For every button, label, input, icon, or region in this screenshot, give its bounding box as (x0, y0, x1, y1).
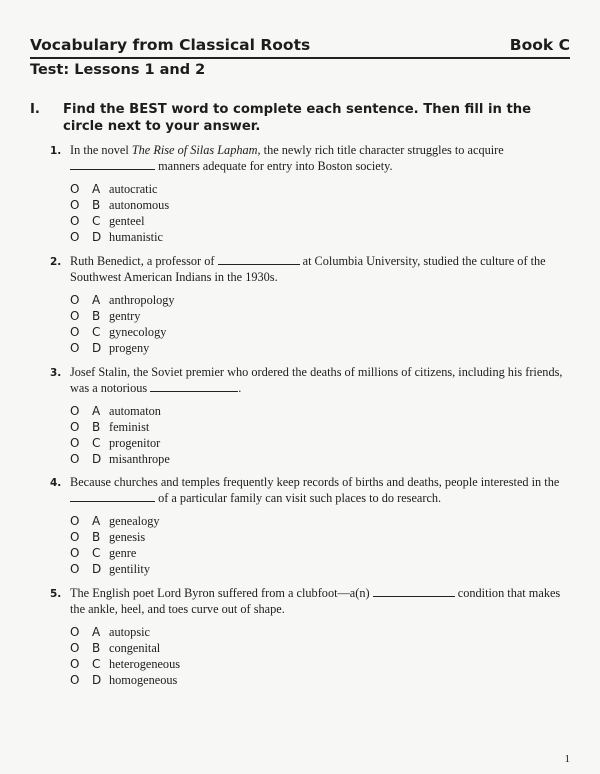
answer-circle-icon[interactable]: O (70, 293, 80, 307)
page-header (30, 36, 570, 54)
option-c[interactable]: O C heterogeneous (70, 657, 181, 671)
option-c[interactable]: O C progenitor (70, 436, 161, 450)
header-rule (30, 57, 570, 59)
option-a[interactable]: O A autopsic (70, 625, 150, 639)
option-a[interactable]: O A autocratic (70, 182, 158, 196)
answer-circle-icon[interactable]: O (70, 657, 80, 671)
answer-circle-icon[interactable]: O (70, 198, 80, 212)
page-number: 1 (564, 753, 570, 765)
question-text: The English poet Lord Byron suffered from a clubfoot—a(n) condition that makes the ankle, heel, and toes curve out of shape. (70, 586, 561, 616)
option-b[interactable]: O B genesis (70, 530, 146, 544)
book-series-title: Vocabulary from Classical Roots (30, 36, 311, 54)
answer-blank (70, 490, 155, 502)
answer-options (70, 403, 570, 467)
option-d[interactable]: O D progeny (70, 341, 150, 355)
question-number: 5. (50, 588, 62, 600)
answer-blank (70, 158, 155, 170)
option-a[interactable]: O A genealogy (70, 514, 160, 528)
option-d[interactable]: O D gentility (70, 562, 150, 576)
section-instruction-text: Find the BEST word to complete each sentence. Then fill in the circle next to your answer. (63, 102, 532, 134)
option-d[interactable]: O D humanistic (70, 230, 163, 244)
question-5 (50, 585, 570, 688)
answer-options (70, 624, 570, 688)
question-number: 1. (50, 145, 62, 157)
answer-circle-icon[interactable]: O (70, 514, 80, 528)
answer-circle-icon[interactable]: O (70, 341, 80, 355)
answer-options (70, 181, 570, 245)
question-text: Because churches and temples frequently keep records of births and deaths, people interested in the of a particular family can visit such places to do research. (70, 475, 560, 505)
book-label: Book C (509, 36, 570, 54)
option-a[interactable]: O A anthropology (70, 293, 175, 307)
question-text: Josef Stalin, the Soviet premier who ordered the deaths of millions of citizens, including his friends, was a notorious . (70, 365, 563, 395)
answer-circle-icon[interactable]: O (70, 325, 80, 339)
option-b[interactable]: O B feminist (70, 420, 150, 434)
novel-title: The Rise of Silas Lapham (131, 143, 258, 157)
answer-blank (373, 585, 455, 597)
answer-circle-icon[interactable]: O (70, 230, 80, 244)
answer-circle-icon[interactable]: O (70, 625, 80, 639)
question-number: 3. (50, 367, 62, 379)
answer-circle-icon[interactable]: O (70, 530, 80, 544)
option-d[interactable]: O D homogeneous (70, 673, 178, 687)
question-2 (50, 253, 570, 356)
option-c[interactable]: O C gynecology (70, 325, 167, 339)
answer-circle-icon[interactable]: O (70, 309, 80, 323)
answer-circle-icon[interactable]: O (70, 452, 80, 466)
answer-blank (150, 380, 238, 392)
question-text: Ruth Benedict, a professor of at Columbia University, studied the culture of the Southwest American Indians in the 1930s. (70, 254, 546, 284)
answer-circle-icon[interactable]: O (70, 420, 80, 434)
question-4 (50, 474, 570, 577)
option-b[interactable]: O B autonomous (70, 198, 170, 212)
option-d[interactable]: O D misanthrope (70, 452, 170, 466)
question-number: 4. (50, 477, 62, 489)
answer-circle-icon[interactable]: O (70, 404, 80, 418)
answer-circle-icon[interactable]: O (70, 562, 80, 576)
question-number: 2. (50, 256, 62, 268)
answer-circle-icon[interactable]: O (70, 214, 80, 228)
question-3 (50, 364, 570, 467)
option-b[interactable]: O B gentry (70, 309, 141, 323)
answer-options (70, 513, 570, 577)
answer-circle-icon[interactable]: O (70, 182, 80, 196)
option-b[interactable]: O B congenital (70, 641, 161, 655)
option-c[interactable]: O C genre (70, 546, 137, 560)
answer-circle-icon[interactable]: O (70, 436, 80, 450)
option-a[interactable]: O A automaton (70, 404, 161, 418)
answer-options (70, 292, 570, 356)
answer-circle-icon[interactable]: O (70, 673, 80, 687)
answer-circle-icon[interactable]: O (70, 546, 80, 560)
section-number: I. (30, 102, 40, 117)
answer-circle-icon[interactable]: O (70, 641, 80, 655)
section-instruction (30, 101, 570, 135)
answer-blank (218, 253, 300, 265)
test-title: Test: Lessons 1 and 2 (30, 62, 206, 78)
option-c[interactable]: O C genteel (70, 214, 145, 228)
question-text: In the novel The Rise of Silas Lapham, the newly rich title character struggles to acquire manners adequate for entry into Boston society. (70, 143, 504, 173)
question-1 (50, 142, 570, 245)
